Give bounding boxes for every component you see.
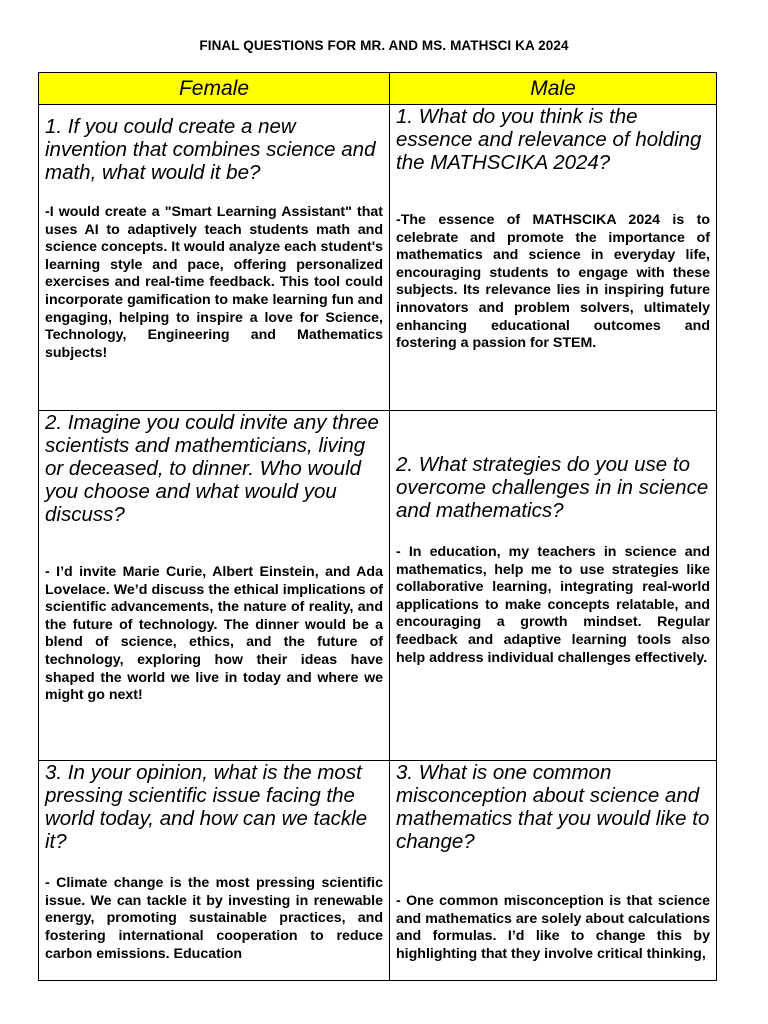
female-cell [39,105,390,411]
female-cell [39,761,390,981]
male-question: 1. What do you think is the essence and relevance of holding the MATHSCIKA 2024? [396,105,702,175]
female-cell [39,411,390,761]
male-question: 2. What strategies do you use to overcome challenges in in science and mathematics? [396,453,709,523]
female-question: 2. Imagine you could invite any three scientists and mathemticians, living or deceased, to dinner. Who would you choose and what would you discuss? [45,411,379,527]
male-question: 3. What is one common misconception about science and mathematics that you would like to change? [396,761,710,854]
male-cell [390,761,717,981]
header-male: Male [390,73,717,105]
header-female: Female [39,73,390,105]
female-question: 3. In your opinion, what is the most pressing scientific issue facing the world today, and how can we tackle it? [45,761,368,854]
male-cell [390,411,717,761]
male-answer: - In education, my teachers in science and mathematics, help me to use strategies like collaborative learning, integrating real-world applications to make concepts relatable, and encouraging a growth mindset. Regular feedback and adaptive learning tools also help address individual challenges effectively. [396,544,710,666]
female-answer: -I would create a "Smart Learning Assistant" that uses AI to adaptively teach students math and science concepts. It would analyze each student's learning style and pace, offering personalized exercises and real-time feedback. This tool could incorporate gamification to make learning fun and engaging, helping to inspire a love for Science, Technology, Engineering and Mathematics subjects! [45,204,383,361]
table-header-row [39,73,717,105]
questions-table [38,72,717,981]
female-answer: - Climate change is the most pressing scientific issue. We can tackle it by investing in renewable energy, promoting sustainable practices, and fostering international cooperation to reduce carbon emissions. Education [45,875,383,962]
male-answer: - One common misconception is that science and mathematics are solely about calculations and formulas. I’d like to change this by highlighting that they involve critical thinking, [396,893,710,963]
table-row [39,411,717,761]
table-row [39,761,717,981]
male-cell [390,105,717,411]
female-question: 1. If you could create a new invention that combines science and math, what would it be? [45,115,376,185]
document-title: FINAL QUESTIONS FOR MR. AND MS. MATHSCI KA 2024 [199,38,569,53]
table-row [39,105,717,411]
male-answer: -The essence of MATHSCIKA 2024 is to celebrate and promote the importance of mathematics and science in everyday life, encouraging students to engage with these subjects. Its relevance lies in inspiring future innovators and problem solvers, ultimately enhancing educational outcomes and fostering a passion for STEM. [396,212,710,352]
female-answer: - I’d invite Marie Curie, Albert Einstein, and Ada Lovelace. We’d discuss the ethical implications of scientific advancements, the nature of reality, and the future of technology. The dinner would be a blend of science, ethics, and the future of technology, exploring how their ideas have shaped the world we live in today and where we might go next! [45,564,383,704]
